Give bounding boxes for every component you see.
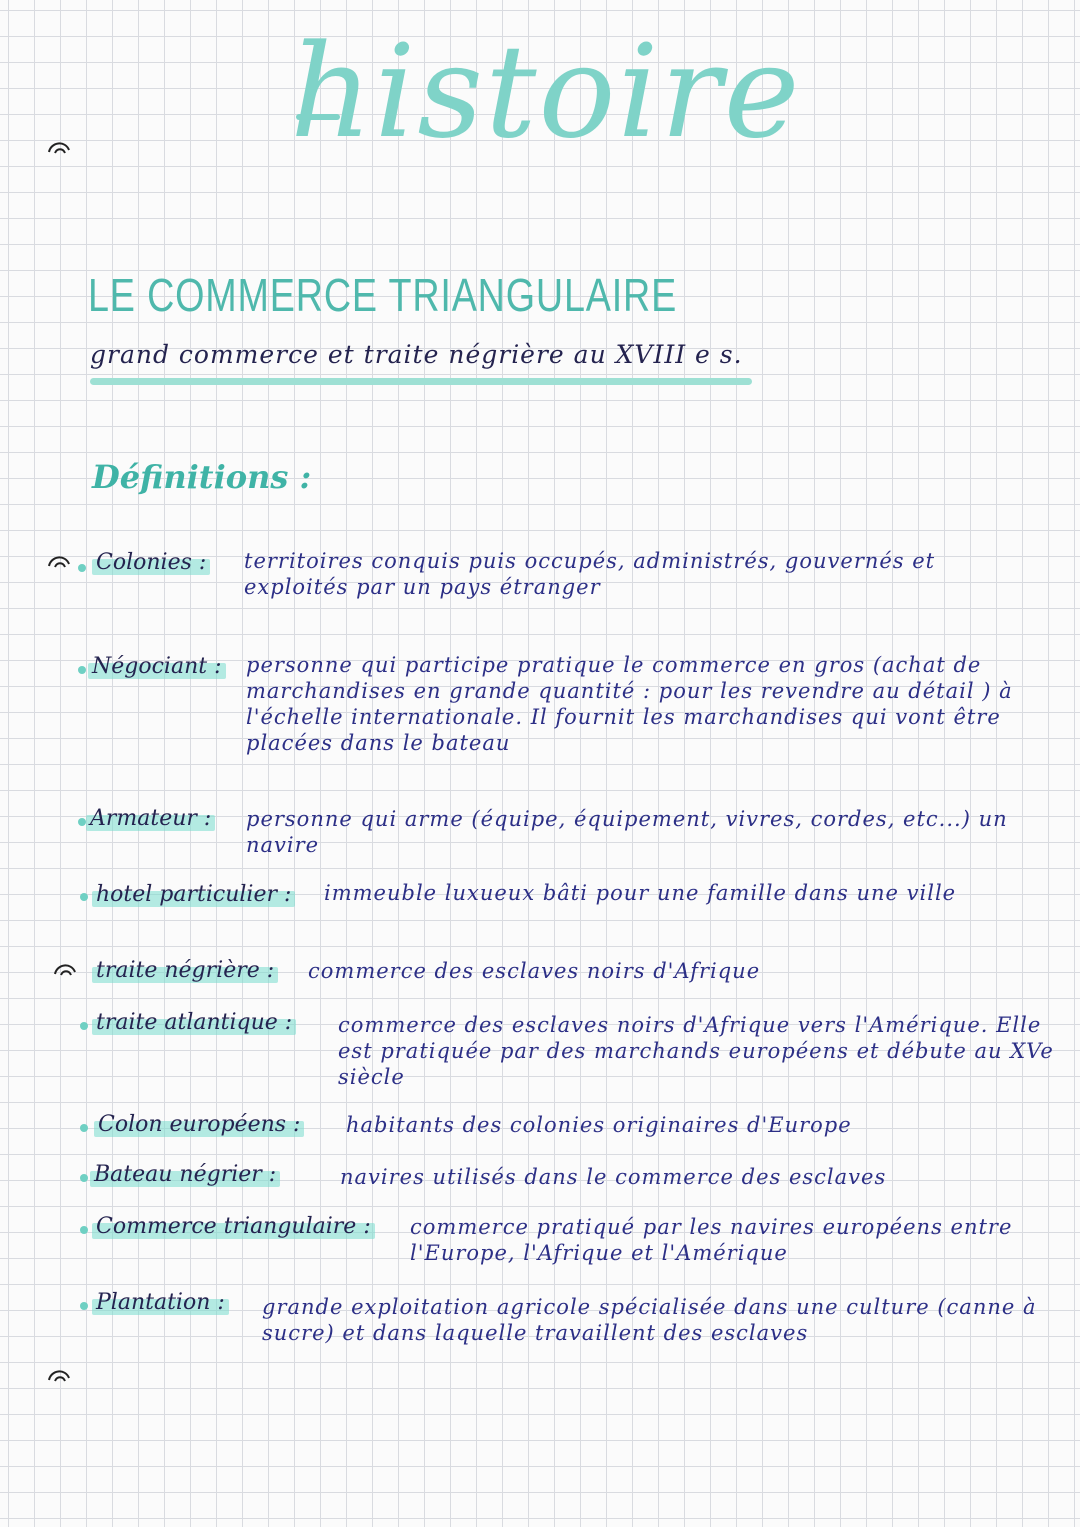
definition-negociant: personne qui participe pratique le commerce en gros (achat de marchandises en grande quantité : pour les revendre au détail ) à l'échelle internationale. Il fournit les marchandises qui vont être placées dans le bateau (246, 653, 1013, 755)
definition-colonies: territoires conquis puis occupés, administrés, gouvernés et exploités par un pays étranger (244, 549, 936, 599)
bullet (78, 564, 86, 572)
term-traite-atlantique: traite atlantique : (92, 1008, 296, 1038)
term-colonies: Colonies : (92, 548, 210, 578)
term-plantation: Plantation : (92, 1288, 229, 1318)
term-bateau-negrier: Bateau négrier : (90, 1160, 280, 1190)
punch-hole-icon (46, 1366, 72, 1388)
definition-bateau-negrier: navires utilisés dans le commerce des esclaves (340, 1165, 887, 1189)
section-title: Définitions : (92, 458, 312, 496)
term-hotel-particulier: hotel particulier : (92, 880, 295, 910)
punch-hole-icon (46, 138, 72, 160)
definition-commerce-triangulaire: commerce pratiqué par les navires européens entre l'Europe, l'Afrique et l'Amérique (410, 1215, 1013, 1265)
definition-traite-atlantique: commerce des esclaves noirs d'Afrique vers l'Amérique. Elle est pratiquée par des marchands européens et débute au XVe siècle (338, 1013, 1054, 1089)
bullet (80, 893, 88, 901)
term-traite-negriere: traite négrière : (92, 956, 278, 986)
page-title: histoire (290, 18, 802, 167)
definition-hotel-particulier: immeuble luxueux bâti pour une famille dans une ville (324, 881, 957, 905)
subtitle-underline (90, 378, 752, 385)
bullet (80, 1302, 88, 1310)
definition-colon-europeens: habitants des colonies originaires d'Europe (346, 1113, 852, 1137)
definition-armateur: personne qui arme (équipe, équipement, vivres, cordes, etc...) un navire (246, 807, 1008, 857)
bullet (80, 1174, 88, 1182)
bullet (80, 1226, 88, 1234)
term-colon-europeens: Colon européens : (94, 1110, 304, 1140)
term-armateur: Armateur : (86, 804, 215, 834)
punch-hole-icon (52, 960, 78, 982)
bullet (80, 1022, 88, 1030)
bullet (78, 666, 86, 674)
lesson-heading: LE COMMERCE TRIANGULAIRE (88, 269, 678, 321)
definition-traite-negriere: commerce des esclaves noirs d'Afrique (308, 959, 761, 983)
lesson-subtitle: grand commerce et traite négrière au XVIII e s. (90, 340, 743, 369)
term-negociant: Négociant : (88, 652, 226, 682)
bullet (80, 1124, 88, 1132)
definition-plantation: grande exploitation agricole spécialisée dans une culture (canne à sucre) et dans laquelle travaillent des esclaves (262, 1295, 1037, 1345)
bullet (78, 818, 86, 826)
punch-hole-icon (46, 552, 72, 574)
term-commerce-triangulaire: Commerce triangulaire : (92, 1212, 375, 1242)
